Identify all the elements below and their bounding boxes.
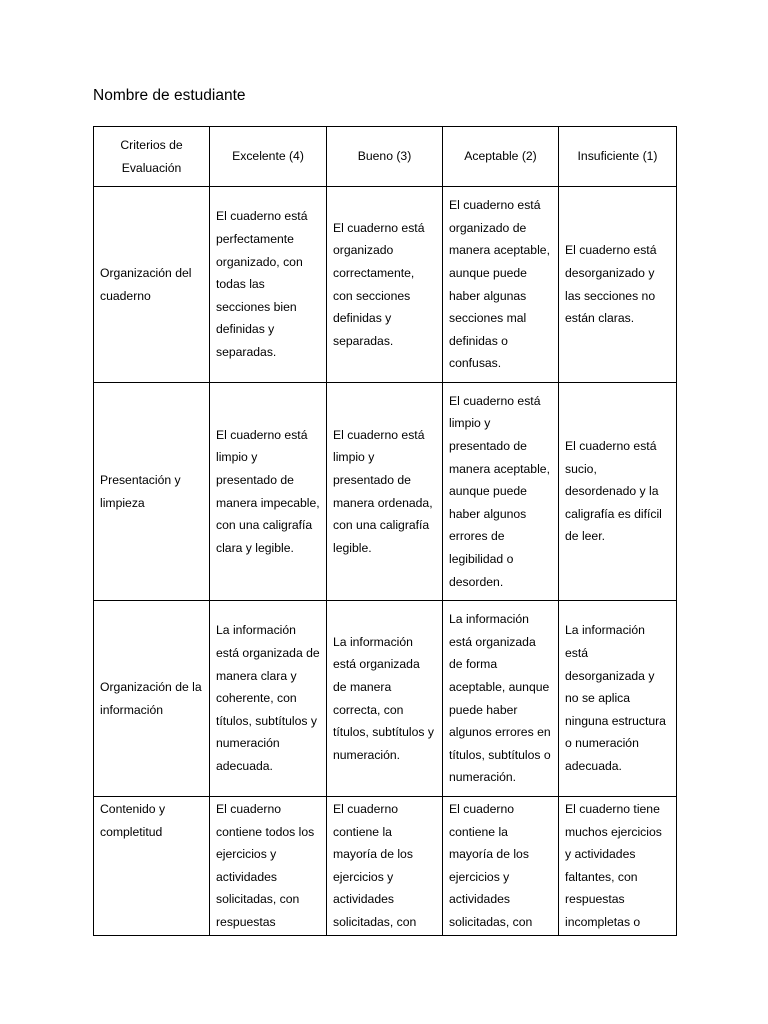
bueno-cell: El cuaderno está organizado correctamente, con secciones definidas y separadas. <box>327 187 443 383</box>
aceptable-cell: El cuaderno contiene la mayoría de los ejercicios y actividades solicitadas, con <box>443 797 559 936</box>
aceptable-cell: El cuaderno está organizado de manera aceptable, aunque puede haber algunas secciones mal definidas o confusas. <box>443 187 559 383</box>
rubric-table <box>93 126 677 936</box>
excelente-cell: El cuaderno contiene todos los ejercicios y actividades solicitadas, con respuestas <box>210 797 327 936</box>
page-title: Nombre de estudiante <box>93 87 246 104</box>
insuficiente-cell: El cuaderno tiene muchos ejercicios y actividades faltantes, con respuestas incompletas o <box>559 797 677 936</box>
criterion-cell: Organización del cuaderno <box>94 187 210 383</box>
aceptable-cell: El cuaderno está limpio y presentado de manera aceptable, aunque puede haber algunos errores de legibilidad o desorden. <box>443 383 559 601</box>
bueno-cell: El cuaderno contiene la mayoría de los ejercicios y actividades solicitadas, con <box>327 797 443 936</box>
criterion-cell: Organización de la información <box>94 601 210 797</box>
header-criterios: Criterios de Evaluación <box>94 127 210 187</box>
criterion-cell: Contenido y completitud <box>94 797 210 936</box>
table-row <box>94 601 677 797</box>
criterion-cell: Presentación y limpieza <box>94 383 210 601</box>
excelente-cell: El cuaderno está perfectamente organizado, con todas las secciones bien definidas y separadas. <box>210 187 327 383</box>
excelente-cell: La información está organizada de manera clara y coherente, con títulos, subtítulos y numeración adecuada. <box>210 601 327 797</box>
insuficiente-cell: El cuaderno está desorganizado y las secciones no están claras. <box>559 187 677 383</box>
insuficiente-cell: La información está desorganizada y no se aplica ninguna estructura o numeración adecuada. <box>559 601 677 797</box>
table-row <box>94 797 677 936</box>
header-insuficiente: Insuficiente (1) <box>559 127 677 187</box>
table-header-row <box>94 127 677 187</box>
bueno-cell: El cuaderno está limpio y presentado de manera ordenada, con una caligrafía legible. <box>327 383 443 601</box>
insuficiente-cell: El cuaderno está sucio, desordenado y la caligrafía es difícil de leer. <box>559 383 677 601</box>
table-row <box>94 187 677 383</box>
excelente-cell: El cuaderno está limpio y presentado de manera impecable, con una caligrafía clara y legible. <box>210 383 327 601</box>
aceptable-cell: La información está organizada de forma aceptable, aunque puede haber algunos errores en títulos, subtítulos o numeración. <box>443 601 559 797</box>
header-bueno: Bueno (3) <box>327 127 443 187</box>
header-aceptable: Aceptable (2) <box>443 127 559 187</box>
header-excelente: Excelente (4) <box>210 127 327 187</box>
table-row <box>94 383 677 601</box>
bueno-cell: La información está organizada de manera correcta, con títulos, subtítulos y numeración. <box>327 601 443 797</box>
